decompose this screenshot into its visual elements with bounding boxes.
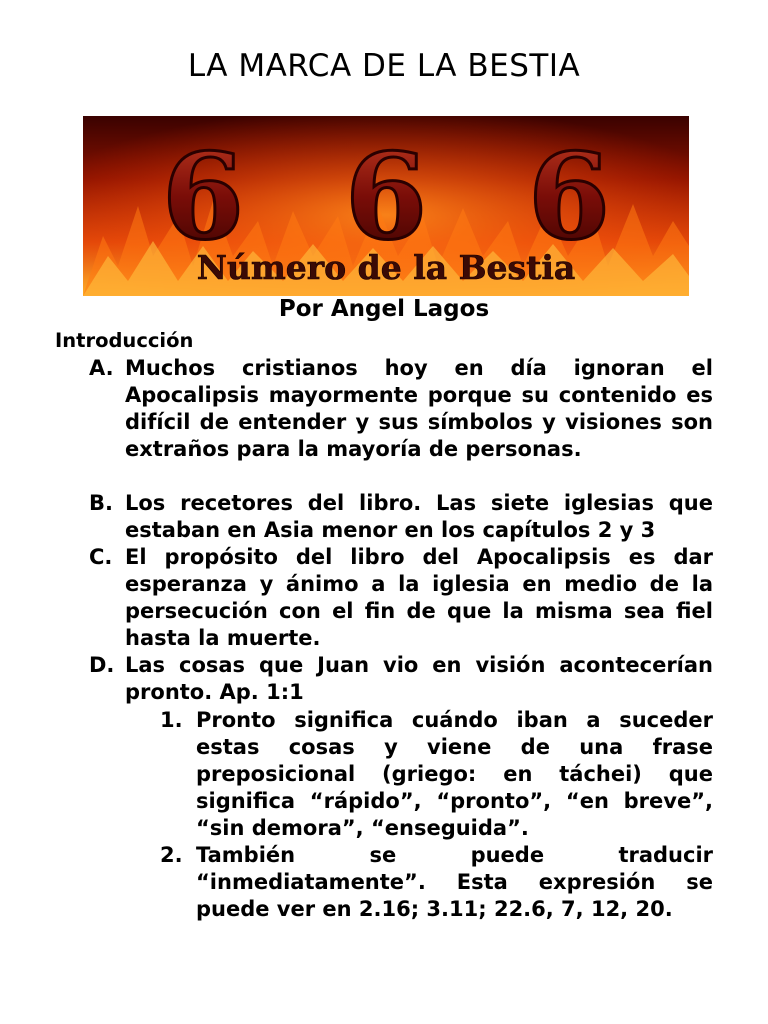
numerals-666 [162, 127, 610, 266]
list-item-text: Muchos cristianos hoy en día ignoran el Apocalipsis mayormente porque su contenido es difícil de entender y sus símbolos y visiones son extraños para la mayoría de personas. [125, 356, 713, 461]
sub-list-marker: 1. [160, 708, 183, 732]
author-line: Por Angel Lagos [278, 296, 490, 322]
svg-text:6: 6 [527, 127, 611, 266]
list-item-d [89, 652, 713, 706]
section-heading: Introducción [55, 329, 194, 352]
list-item-b [89, 490, 713, 544]
document-title: LA MARCA DE LA BESTIA [187, 48, 581, 84]
banner-image [83, 116, 689, 296]
list-item-c [89, 544, 713, 652]
sub-item-2 [160, 842, 713, 923]
svg-text:6: 6 [344, 127, 428, 266]
list-item-text: Las cosas que Juan vio en visión acontecerían pronto. Ap. 1:1 [125, 653, 713, 704]
list-marker: C. [89, 545, 113, 569]
banner-caption: Número de la Bestia [196, 248, 576, 287]
list-item-a [89, 355, 713, 463]
sub-item-body: significa cuándo iban a suceder estas cosas y viene de una frase preposicional (griego: en táchei) que significa “rápido”, “pronto”, “en breve”, “sin demora”, “enseguida”. [196, 708, 713, 840]
list-marker: B. [89, 491, 113, 515]
list-item-text: Los recetores del libro. Las siete iglesias que estaban en Asia menor en los capítulos 2 y 3 [125, 491, 713, 542]
list-marker: A. [89, 356, 114, 380]
fire-666-graphic [83, 116, 689, 296]
sub-item-text [196, 707, 713, 842]
sub-item-1 [160, 707, 713, 842]
sub-list-marker: 2. [160, 843, 183, 867]
list-marker: D. [89, 653, 115, 677]
list-item-text: El propósito del libro del Apocalipsis es dar esperanza y ánimo a la iglesia en medio de la persecución con el fin de que la misma sea fiel hasta la muerte. [125, 545, 713, 650]
sub-item-text: También se puede traducir “inmediatamente”. Esta expresión se puede ver en 2.16; 3.11; 22.6, 7, 12, 20. [196, 843, 713, 921]
svg-text:6: 6 [161, 127, 245, 266]
defined-term: Pronto [196, 708, 276, 732]
